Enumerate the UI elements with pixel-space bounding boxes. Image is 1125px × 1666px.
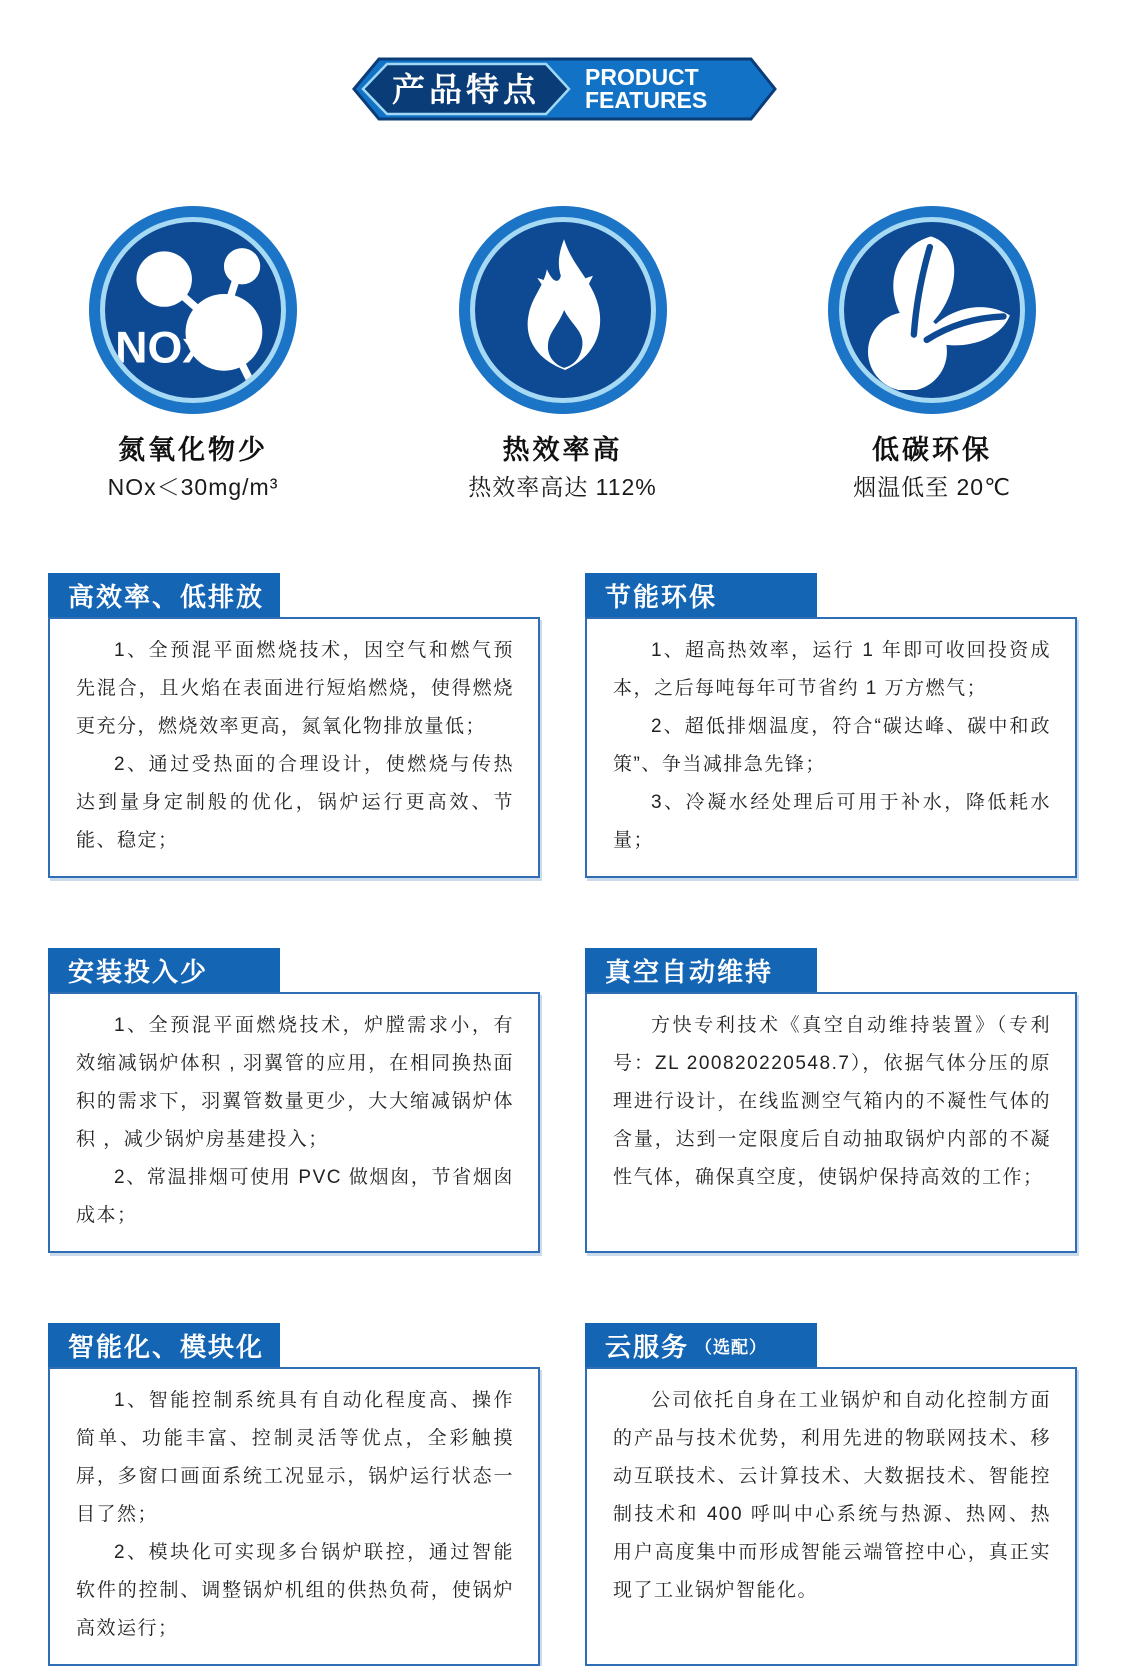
flame-circle-inner — [470, 217, 656, 403]
box-energy-saving — [585, 573, 1077, 878]
feature-title: 热效率高 — [502, 435, 623, 465]
box-paragraph: 3、冷凝水经处理后可用于补水，降低耗水量； — [613, 792, 1051, 851]
box-body — [585, 617, 1077, 878]
feature-efficiency — [438, 206, 688, 501]
box-title-tab — [48, 948, 280, 992]
box-paragraph: 2、模块化可实现多台锅炉联控，通过智能软件的控制、调整锅炉机组的供热负荷，使锅炉高效运行； — [76, 1542, 514, 1639]
box-title: 真空自动维持 — [605, 956, 774, 987]
box-title: 节能环保 — [605, 581, 718, 612]
nox-icon-label: NOx — [115, 322, 208, 373]
box-body — [585, 1367, 1077, 1666]
feature-boxes-grid — [48, 573, 1077, 1666]
banner-title-cn: 产品特点 — [391, 71, 540, 108]
flame-circle-badge — [459, 206, 667, 414]
box-paragraph: 1、全预混平面燃烧技术，因空气和燃气预先混合，且火焰在表面进行短焰燃烧，使得燃烧更充分，燃烧效率更高，氮氧化物排放量低； — [76, 640, 514, 737]
box-paragraph: 2、常温排烟可使用 PVC 做烟囱，节省烟囱成本； — [76, 1167, 514, 1226]
box-body — [585, 992, 1077, 1253]
leaf-circle-badge — [828, 206, 1036, 414]
box-paragraph: 1、超高热效率，运行 1 年即可收回投资成本，之后每吨每年可节省约 1 万方燃气； — [613, 640, 1051, 699]
banner-title-en-line1: PRODUCT — [584, 64, 699, 90]
box-cloud-service — [585, 1323, 1077, 1666]
nox-circle-badge — [89, 206, 297, 414]
box-title-tab — [585, 1323, 817, 1367]
box-title-tab — [585, 948, 817, 992]
feature-low-carbon — [807, 206, 1057, 501]
leaf-icon — [852, 230, 1012, 390]
feature-title: 低碳环保 — [872, 435, 992, 465]
box-paragraph: 公司依托自身在工业锅炉和自动化控制方面的产品与技术优势，利用先进的物联网技术、移动互联技术、云计算技术、大数据技术、智能控制技术和 400 呼叫中心系统与热源、热网、热用户高度集中而形成智能云端管控中心，真正实现了工业锅炉智能化。 — [613, 1390, 1051, 1601]
leaf-circle-inner — [839, 217, 1025, 403]
feature-icons-row — [0, 206, 1125, 501]
feature-subtitle: NOx＜30mg/m³ — [107, 474, 279, 500]
box-title-tab — [48, 573, 280, 617]
feature-subtitle: 烟温低至 20℃ — [853, 474, 1011, 500]
box-low-installation-cost — [48, 948, 540, 1253]
box-title: 云服务 — [605, 1331, 690, 1362]
box-high-efficiency-low-emission — [48, 573, 540, 878]
feature-subtitle: 热效率高达 112% — [468, 474, 657, 500]
box-title: 智能化、模块化 — [68, 1331, 265, 1362]
nox-circle-inner — [100, 217, 286, 403]
box-vacuum-auto-maintain — [585, 948, 1077, 1253]
box-paragraph: 2、通过受热面的合理设计，使燃烧与传热达到量身定制般的优化，锅炉运行更高效、节能、稳定； — [76, 754, 514, 851]
banner-title-en-line2: FEATURES — [584, 87, 707, 113]
box-title-tab — [48, 1323, 280, 1367]
flame-icon — [488, 235, 638, 385]
box-title-tab — [585, 573, 817, 617]
feature-title: 氮氧化物少 — [118, 435, 268, 465]
box-body — [48, 1367, 540, 1666]
box-title-suffix: （选配） — [695, 1337, 768, 1357]
box-title: 高效率、低排放 — [68, 581, 265, 612]
nox-molecule-icon — [113, 230, 273, 390]
box-body — [48, 617, 540, 878]
box-paragraph: 2、超低排烟温度，符合“碳达峰、碳中和政策”、争当减排急先锋； — [613, 716, 1051, 775]
header-banner — [0, 0, 1125, 122]
box-paragraph: 方快专利技术《真空自动维持装置》（专利号：ZL 200820220548.7），依据气体分压的原理进行设计，在线监测空气箱内的不凝性气体的含量，达到一定限度后自动抽取锅炉内部的不凝性气体，确保真空度，使锅炉保持高效的工作； — [613, 1015, 1051, 1188]
banner-ribbon-icon — [348, 56, 778, 122]
box-paragraph: 1、全预混平面燃烧技术，炉膛需求小，有效缩减锅炉体积 , 羽翼管的应用，在相同换热面积的需求下，羽翼管数量更少，大大缩减锅炉体积 ，减少锅炉房基建投入； — [76, 1015, 514, 1150]
box-intelligent-modular — [48, 1323, 540, 1666]
box-paragraph: 1、智能控制系统具有自动化程度高、操作简单、功能丰富、控制灵活等优点，全彩触摸屏，多窗口画面系统工况显示，锅炉运行状态一目了然； — [76, 1390, 514, 1525]
feature-nox — [68, 206, 318, 501]
box-title: 安装投入少 — [68, 956, 209, 987]
box-body — [48, 992, 540, 1253]
